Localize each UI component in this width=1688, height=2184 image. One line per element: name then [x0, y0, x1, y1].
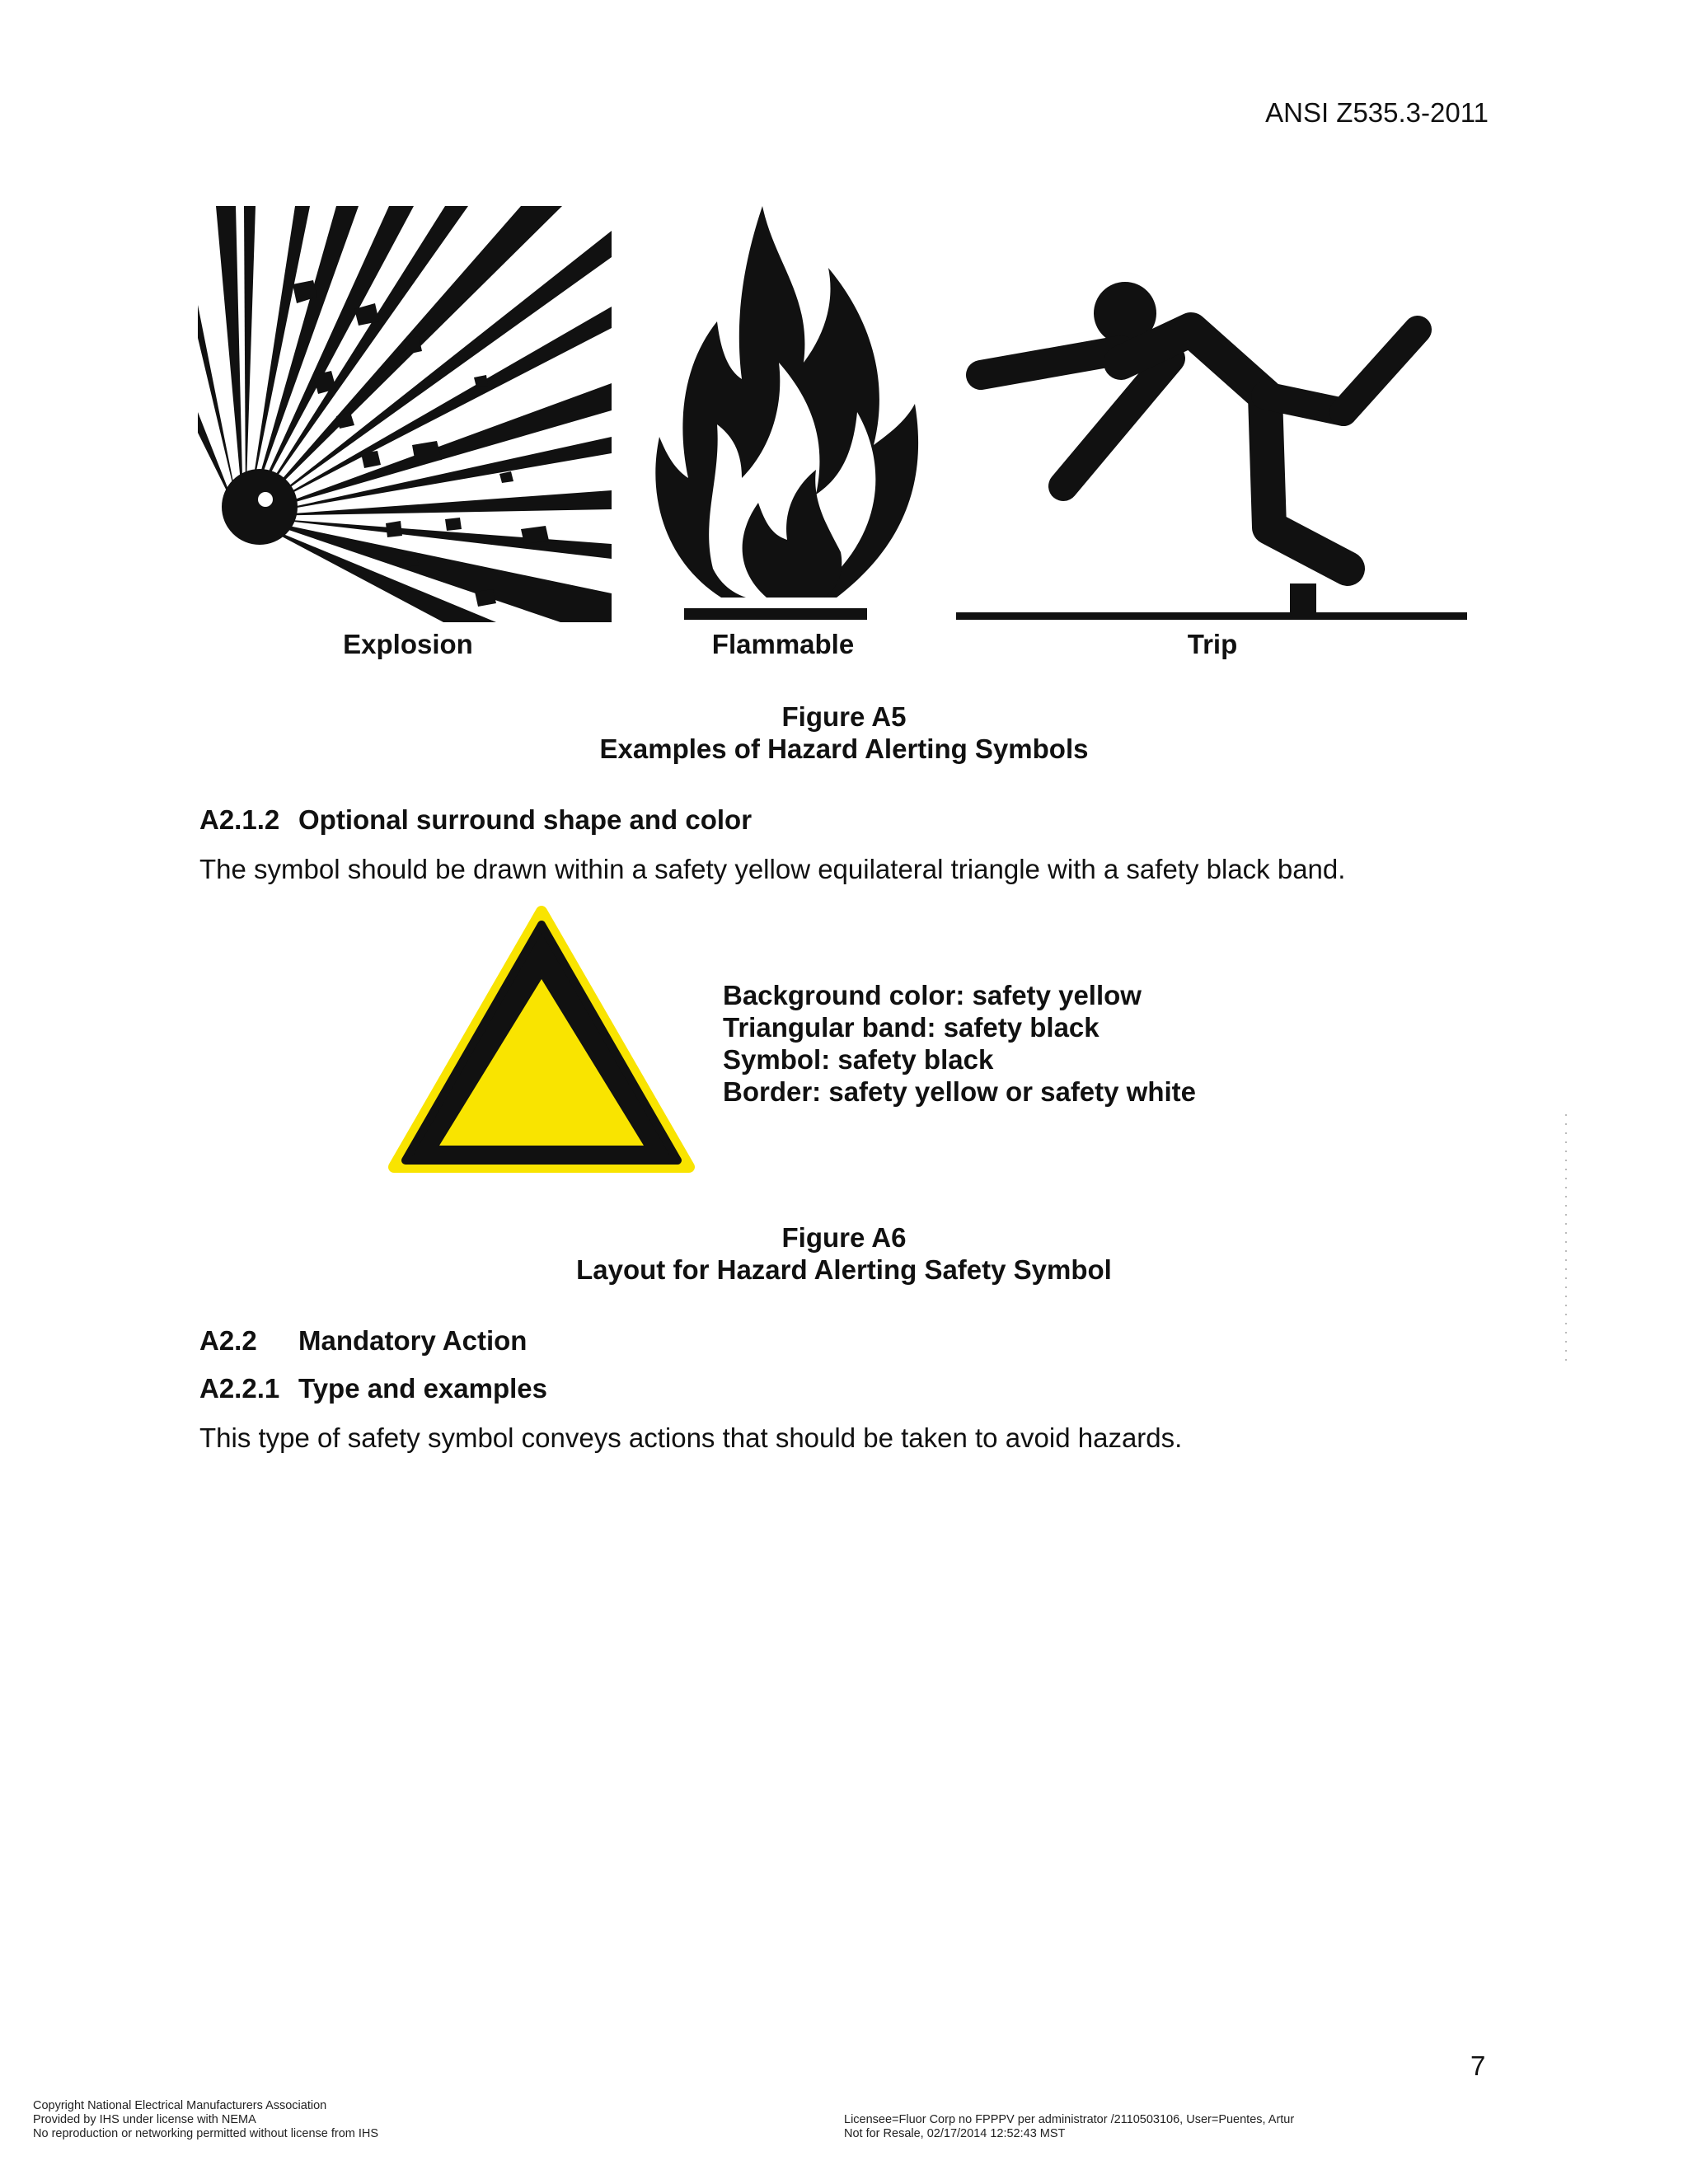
- section-title: Type and examples: [298, 1373, 548, 1404]
- legend-symbol: Symbol: safety black: [723, 1044, 994, 1075]
- trip-icon: [956, 280, 1475, 622]
- footer-line: Copyright National Electrical Manufacturers Association: [33, 2099, 327, 2112]
- section-a22-heading: [199, 1325, 527, 1357]
- explosion-icon: [198, 206, 612, 622]
- figure-a6-title: Layout for Hazard Alerting Safety Symbol: [576, 1254, 1112, 1285]
- section-a212-heading: [199, 804, 752, 836]
- page-number: 7: [1470, 2050, 1486, 2081]
- section-number: A2.2.1: [199, 1373, 280, 1404]
- warning-triangle-icon: [387, 905, 696, 1174]
- legend-border: Border: safety yellow or safety white: [723, 1076, 1197, 1107]
- section-title: Optional surround shape and color: [298, 804, 753, 835]
- margin-marks: [1564, 1114, 1568, 1361]
- footer-line: Provided by IHS under license with NEMA: [33, 2113, 256, 2126]
- flammable-label: Flammable: [711, 629, 855, 659]
- figure-a5-title: Examples of Hazard Alerting Symbols: [599, 733, 1089, 764]
- footer-line: Not for Resale, 02/17/2014 12:52:43 MST: [844, 2127, 1066, 2140]
- explosion-label: Explosion: [343, 629, 473, 659]
- footer-copyright: [33, 2099, 378, 2141]
- standard-id: ANSI Z535.3-2011: [1265, 97, 1489, 128]
- footer-license: [844, 2113, 1294, 2141]
- section-a221-body: This type of safety symbol conveys actions that should be taken to avoid hazards.: [199, 1422, 1183, 1453]
- figure-a6-legend: [723, 979, 1196, 1108]
- footer-line: Licensee=Fluor Corp no FPPPV per administrator /2110503106, User=Puentes, Artur: [844, 2113, 1295, 2126]
- figure-a6-number: Figure A6: [781, 1222, 907, 1253]
- section-number: A2.2: [199, 1325, 257, 1356]
- flame-icon: [643, 206, 923, 622]
- trip-label: Trip: [1187, 629, 1238, 659]
- section-a221-heading: [199, 1373, 547, 1404]
- figure-a5-number: Figure A5: [781, 701, 907, 732]
- legend-band: Triangular band: safety black: [723, 1012, 1100, 1043]
- section-a212-body: The symbol should be drawn within a safety yellow equilateral triangle with a safety black band.: [199, 854, 1346, 884]
- legend-background: Background color: safety yellow: [723, 980, 1142, 1010]
- footer-line: No reproduction or networking permitted without license from IHS: [33, 2127, 379, 2140]
- section-number: A2.1.2: [199, 804, 280, 835]
- section-title: Mandatory Action: [298, 1325, 528, 1356]
